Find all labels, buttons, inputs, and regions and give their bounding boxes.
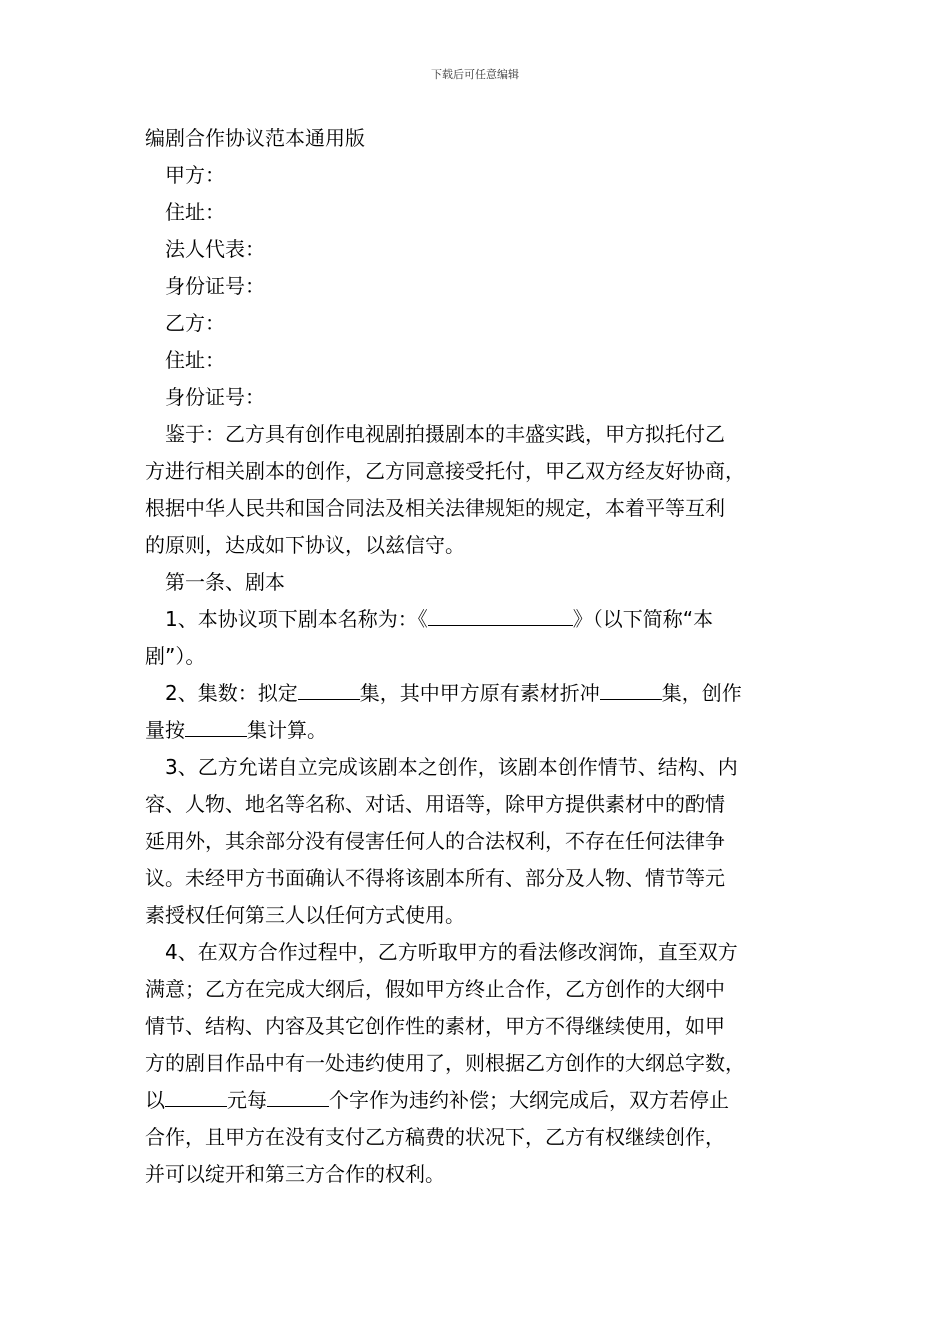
document-body — [145, 120, 813, 1193]
party-a-label: 甲方： — [165, 163, 225, 187]
recital-line-4: 的原则，达成如下协议，以兹信守。 — [145, 533, 465, 557]
item-2-part-1: 2、集数：拟定 — [165, 681, 298, 705]
item-3-line-2: 容、人物、地名等名称、对话、用语等，除甲方提供素材中的酌情 — [145, 792, 725, 816]
party-b-id: 身份证号： — [165, 385, 265, 409]
recital-line-1: 鉴于：乙方具有创作电视剧拍摄剧本的丰盛实践，甲方拟托付乙 — [165, 422, 725, 446]
item-3-line-1: 3、乙方允诺自立完成该剧本之创作，该剧本创作情节、结构、内 — [165, 755, 738, 779]
item-4-line-4: 方的剧目作品中有一处违约使用了，则根据乙方创作的大纲总字数， — [145, 1051, 745, 1075]
item-2-line-2 — [145, 712, 813, 749]
episodes-blank — [298, 677, 360, 700]
item-1-line-1 — [145, 601, 813, 638]
item-2-line-2a: 量按 — [145, 718, 185, 742]
item-1-line-2: 剧”）。 — [145, 644, 206, 668]
party-a-rep: 法人代表： — [165, 237, 265, 261]
header-note: 下载后可任意编辑 — [431, 68, 519, 81]
item-3-line-4: 议。未经甲方书面确认不得将该剧本所有、部分及人物、情节等元 — [145, 866, 725, 890]
item-4-line-5a: 以 — [145, 1088, 165, 1112]
item-2-part-3: 集，创作 — [661, 681, 742, 705]
item-4-line-5 — [145, 1082, 813, 1119]
script-name-blank — [428, 603, 573, 626]
item-4-line-1: 4、在双方合作过程中，乙方听取甲方的看法修改润饰，直至双方 — [165, 940, 738, 964]
item-4-line-3: 情节、结构、内容及其它创作性的素材，甲方不得继续使用，如甲 — [145, 1014, 725, 1038]
item-2-line-2b: 集计算。 — [247, 718, 327, 742]
party-b-address: 住址： — [165, 348, 225, 372]
amount-blank — [165, 1084, 227, 1107]
party-a-id: 身份证号： — [165, 274, 265, 298]
item-1-prefix: 1、本协议项下剧本名称为：《 — [165, 607, 428, 631]
item-4-line-2: 满意；乙方在完成大纲后，假如甲方终止合作，乙方创作的大纲中 — [145, 977, 725, 1001]
party-b-label: 乙方： — [165, 311, 225, 335]
item-4-line-5c: 个字作为违约补偿；大纲完成后，双方若停止 — [329, 1088, 729, 1112]
item-3-line-3: 延用外，其余部分没有侵害任何人的合法权利，不存在任何法律争 — [145, 829, 725, 853]
workload-episodes-blank — [185, 714, 247, 737]
item-1-suffix: 》（以下简称“本 — [572, 607, 714, 631]
item-4-line-6: 合作，且甲方在没有支付乙方稿费的状况下，乙方有权继续创作， — [145, 1125, 725, 1149]
recital-line-3: 根据中华人民共和国合同法及相关法律规矩的规定，本着平等互利 — [145, 496, 725, 520]
article-1-heading: 第一条、剧本 — [165, 570, 285, 594]
item-2-part-2: 集，其中甲方原有素材折冲 — [359, 681, 600, 705]
item-4-line-5b: 元每 — [227, 1088, 267, 1112]
item-2-line-1 — [145, 675, 813, 712]
recital-line-2: 方进行相关剧本的创作，乙方同意接受托付，甲乙双方经友好协商， — [145, 459, 745, 483]
converted-episodes-blank — [600, 677, 662, 700]
document-title: 编剧合作协议范本通用版 — [145, 126, 365, 150]
word-count-blank — [267, 1084, 329, 1107]
item-4-line-7: 并可以绽开和第三方合作的权利。 — [145, 1162, 445, 1186]
party-a-address: 住址： — [165, 200, 225, 224]
item-3-line-5: 素授权任何第三人以任何方式使用。 — [145, 903, 465, 927]
